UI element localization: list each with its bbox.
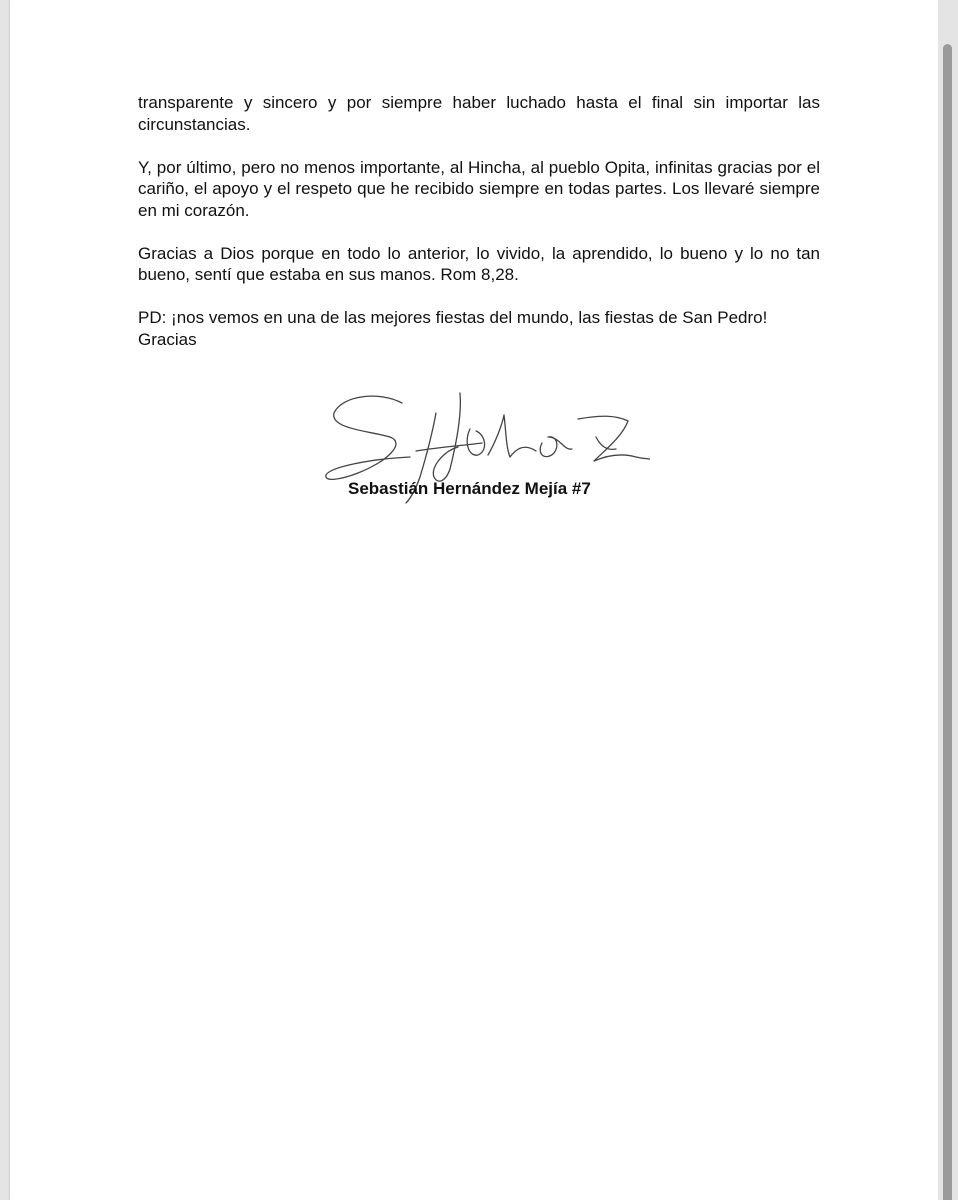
closing-text: Gracias: [138, 329, 197, 349]
scrollbar-thumb[interactable]: [943, 44, 952, 1200]
vertical-scrollbar[interactable]: [938, 0, 958, 1200]
paragraph-gratitude-end: transparente y sincero y por siempre haber luchado hasta el final sin importar las circunstancias.: [138, 93, 820, 134]
paragraph-god: Gracias a Dios porque en todo lo anterior, lo vivido, la aprendido, lo bueno y lo no tan bueno, sentí que estaba en sus manos. Rom 8,28.: [138, 243, 820, 284]
letter-body: [138, 92, 820, 350]
paragraph-fans: Y, por último, pero no menos importante, al Hincha, al pueblo Opita, infinitas gracias por el cariño, el apoyo y el respeto que he recibido siempre en todas partes. Los llevaré siempre en mi corazón.: [138, 157, 820, 220]
document-page: [10, 0, 938, 1200]
paragraph-postscript: PD: ¡nos vemos en una de las mejores fiestas del mundo, las fiestas de San Pedro!: [138, 308, 768, 327]
signer-name: Sebastián Hernández Mejía #7: [348, 479, 591, 498]
